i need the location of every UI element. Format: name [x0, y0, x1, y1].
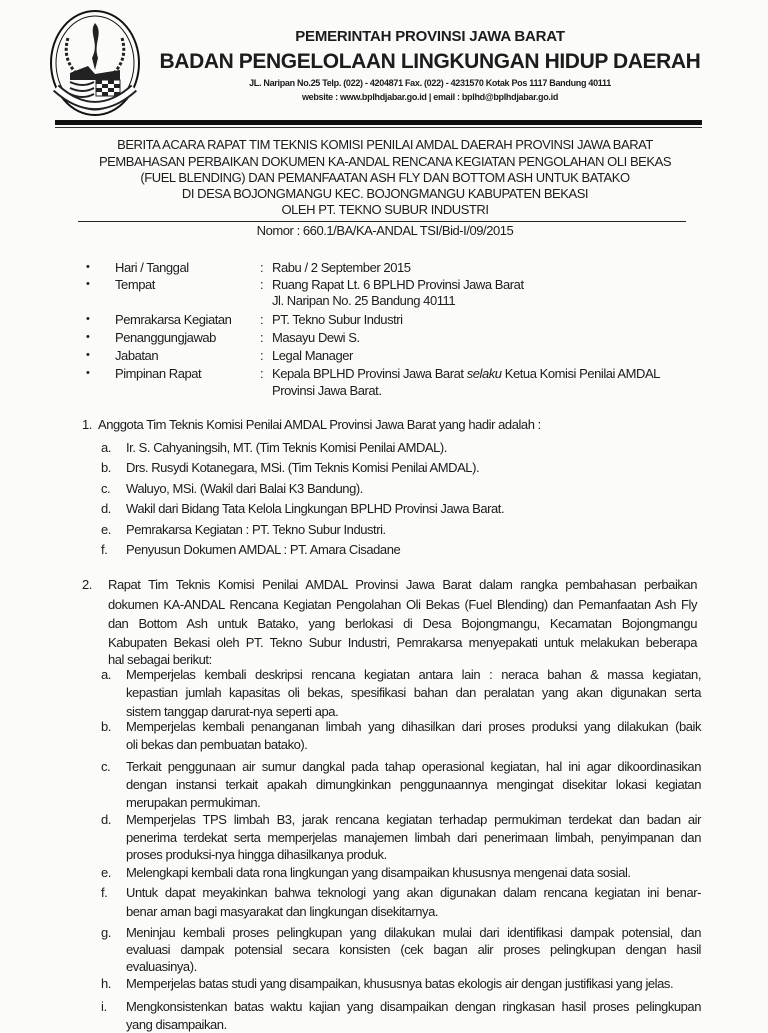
info-value: Rabu / 2 September 2015: [272, 260, 411, 275]
list-letter: f.: [101, 542, 108, 557]
list-letter: e.: [101, 865, 111, 880]
government-name: PEMERINTAH PROVINSI JAWA BARAT: [295, 28, 565, 45]
info-colon: :: [260, 277, 264, 292]
info-label: Jabatan: [115, 348, 159, 363]
list-letter: a.: [101, 667, 111, 682]
agreement-item-line: sistem tanggap darurat-nya seperti apa.: [126, 704, 339, 719]
bullet-icon: •: [86, 261, 90, 273]
agreement-item-line: Memperjelas kembali deskripsi rencana kegiatan antara lain : neraca bahan & massa kegiatan,: [126, 667, 701, 682]
info-label: Hari / Tanggal: [115, 260, 189, 275]
list-letter: c.: [101, 759, 111, 774]
agreement-item-line: Memperjelas TPS limbah B3, jarak rencana kegiatan terhadap permukiman terdekat dan badan air: [126, 812, 701, 827]
bullet-icon: •: [86, 313, 90, 325]
list-letter: a.: [101, 440, 111, 455]
header-divider-thin: [55, 127, 702, 128]
list-letter: h.: [101, 976, 111, 991]
agency-name: BADAN PENGELOLAAN LINGKUNGAN HIDUP DAERAH: [159, 50, 701, 73]
section-number: 2.: [82, 577, 92, 592]
list-letter: i.: [101, 999, 107, 1014]
info-label: Pemrakarsa Kegiatan: [115, 312, 232, 327]
section-number: 1.: [82, 417, 92, 432]
agreement-item-line: Memperjelas kembali penanganan limbah yang dihasilkan dari proses produksi yang dilakukan (baik: [126, 719, 701, 734]
agency-address: JL. Naripan No.25 Telp. (022) - 4204871 Fax. (022) - 4231570 Kotak Pos 1117 Bandung 40111: [249, 78, 611, 88]
agreement-item-line: evaluasi dampak potensial secara konsisten (cek bagan alir proses pelingkupan dengan hasil: [126, 942, 701, 957]
list-letter: d.: [101, 812, 111, 827]
info-colon: :: [260, 260, 264, 275]
list-letter: b.: [101, 719, 111, 734]
list-letter: d.: [101, 501, 111, 517]
info-value: Ruang Rapat Lt. 6 BPLHD Provinsi Jawa Barat: [272, 277, 524, 292]
title-line: DI DESA BOJONGMANGU KEC. BOJONGMANGU KABUPATEN BEKASI: [181, 186, 589, 201]
list-letter: g.: [101, 925, 111, 940]
bullet-icon: •: [86, 331, 90, 343]
info-colon: :: [260, 312, 264, 327]
agreement-item-line: Terkait penggunaan air sumur dangkal pada tahap operasional kegiatan, hal ini agar dikoordinasikan: [126, 759, 701, 774]
agreement-item-line: Memperjelas batas studi yang disampaikan, khususnya batas ekologis air dengan justifikasi yang jelas.: [126, 976, 674, 991]
info-colon: :: [260, 366, 264, 381]
agreement-item-line: yang disampaikan.: [126, 1017, 227, 1032]
info-value: Kepala BPLHD Provinsi Jawa Barat selaku Ketua Komisi Penilai AMDAL: [272, 366, 660, 381]
document-number: Nomor : 660.1/BA/KA-ANDAL TSI/Bid-I/09/2015: [256, 223, 514, 238]
info-label: Tempat: [115, 277, 155, 292]
title-divider: [78, 221, 686, 222]
info-colon: :: [260, 348, 264, 363]
section-paragraph-line: hal sebagai berikut:: [108, 652, 212, 667]
west-java-emblem-logo: [48, 8, 143, 118]
section-paragraph-line: dokumen KA-ANDAL Rencana Kegiatan Pengolahan Oli Bekas (Fuel Blending) dan Pemanfaatan Ash Fly: [108, 597, 697, 612]
title-line: PEMBAHASAN PERBAIKAN DOKUMEN KA-ANDAL RENCANA KEGIATAN PENGOLAHAN OLI BEKAS: [98, 154, 672, 169]
section-paragraph-line: Rapat Tim Teknis Komisi Penilai AMDAL Provinsi Jawa Barat dalam rangka pembahasan perbaikan: [108, 577, 697, 592]
section-paragraph-line: dan Bottom Ash untuk Batako, yang berlokasi di Desa Bojongmangu, Kecamatan Bojongmangu: [108, 616, 697, 631]
bullet-icon: •: [86, 367, 90, 379]
attendee-item: Drs. Rusydi Kotanegara, MSi. (Tim Teknis Komisi Penilai AMDAL).: [126, 460, 480, 476]
info-value: Provinsi Jawa Barat.: [272, 383, 382, 398]
info-value-italic: selaku: [466, 366, 502, 381]
agreement-item-line: dengan instansi terkait apakah dimungkinkan penggunaannya mengingat disekitar lokasi kegiatan: [126, 777, 701, 792]
section-intro: Anggota Tim Teknis Komisi Penilai AMDAL Provinsi Jawa Barat yang hadir adalah :: [98, 417, 541, 432]
list-letter: f.: [101, 885, 108, 900]
attendee-item: Ir. S. Cahyaningsih, MT. (Tim Teknis Komisi Penilai AMDAL).: [126, 440, 447, 455]
info-colon: :: [260, 330, 264, 345]
list-letter: c.: [101, 480, 111, 496]
agreement-item-line: evaluasinya).: [126, 959, 197, 974]
list-letter: b.: [101, 460, 111, 476]
agreement-item-line: kepastian jumlah kapasitas oli bekas, spesifikasi bahan dan peralatan yang akan digunakan serta: [126, 685, 701, 700]
agreement-item-line: merupakan permukiman.: [126, 795, 261, 810]
section-paragraph-line: Kabupaten Bekasi oleh PT. Tekno Subur Industri, Pemrakarsa menyepakati untuk melakukan beberapa: [108, 635, 697, 650]
attendee-item: Penyusun Dokumen AMDAL : PT. Amara Cisadane: [126, 542, 401, 557]
bullet-icon: •: [86, 278, 90, 290]
agreement-item-line: penerima terdekat serta memperjelas manajemen limbah dari penerimaan limbah, penyimpanan dan: [126, 830, 701, 845]
agreement-item-line: Melengkapi kembali data rona lingkungan yang disampaikan khususnya mengenai data sosial.: [126, 865, 631, 880]
info-value: PT. Tekno Subur Industri: [272, 312, 403, 327]
info-label: Penanggungjawab: [115, 330, 216, 345]
attendee-item: Pemrakarsa Kegiatan : PT. Tekno Subur Industri.: [126, 521, 386, 537]
agency-contact: website : www.bplhdjabar.go.id | email : bplhd@bplhdjabar.go.id: [301, 92, 559, 102]
agreement-item-line: oli bekas dan pembuatan batako).: [126, 737, 308, 752]
list-letter: e.: [101, 521, 111, 537]
info-value: Legal Manager: [272, 348, 353, 363]
agreement-item-line: Untuk dapat meyakinkan bahwa teknologi yang akan digunakan dalam rencana kegiatan ini benar-: [126, 885, 701, 900]
agreement-item-line: benar aman bagi masyarakat dan lingkungan disekitarnya.: [126, 904, 439, 919]
attendee-item: Waluyo, MSi. (Wakil dari Balai K3 Bandung).: [126, 480, 363, 496]
attendee-item: Wakil dari Bidang Tata Kelola Lingkungan BPLHD Provinsi Jawa Barat.: [126, 501, 505, 517]
info-label: Pimpinan Rapat: [115, 366, 202, 381]
agreement-item-line: proses produksi-nya hingga dihasilkanya produk.: [126, 847, 387, 862]
title-line: (FUEL BLENDING) DAN PEMANFAATAN ASH FLY DAN BOTTOM ASH UNTUK BATAKO: [140, 170, 630, 185]
info-value: Jl. Naripan No. 25 Bandung 40111: [272, 293, 456, 308]
info-value: Masayu Dewi S.: [272, 330, 360, 345]
agreement-item-line: Meninjau kembali proses pelingkupan yang dilakukan mulai dari identifikasi dampak potensial, dan: [126, 925, 701, 940]
bullet-icon: •: [86, 349, 90, 361]
title-line: OLEH PT. TEKNO SUBUR INDUSTRI: [281, 202, 489, 217]
agreement-item-line: Mengkonsistenkan batas waktu kajian yang disampaikan dengan ringkasan hasil proses pelingkupan: [126, 999, 701, 1014]
title-line: BERITA ACARA RAPAT TIM TEKNIS KOMISI PENILAI AMDAL DAERAH PROVINSI JAWA BARAT: [117, 137, 653, 152]
header-divider: [55, 120, 702, 125]
